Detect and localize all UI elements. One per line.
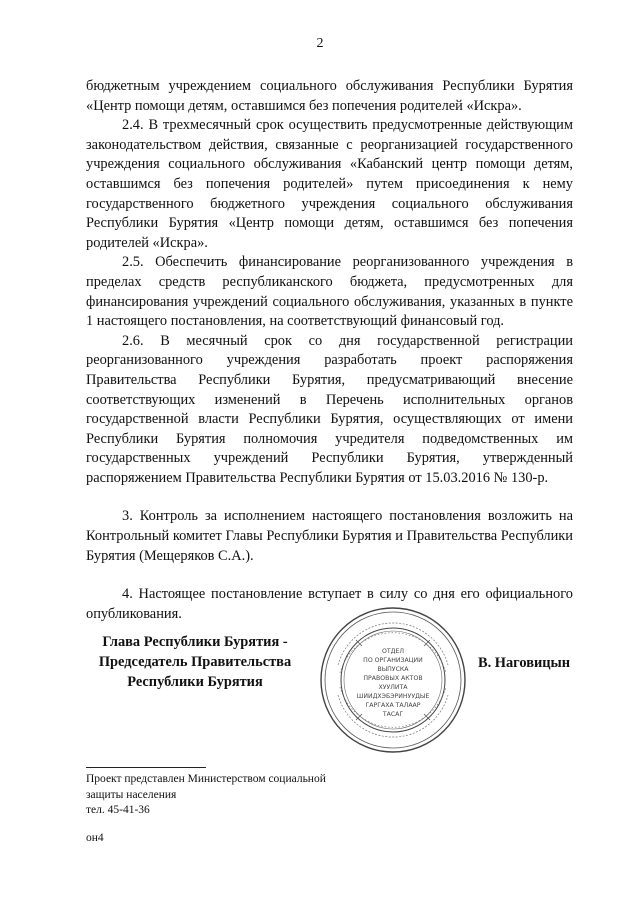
paragraph-2-4: 2.4. В трехмесячный срок осуществить предусмотренные действующим законодательством действия, связанные с реорганизацией государственного учреждения социального обслуживания «Кабанский центр помощи детям, оставшимся без попечения родителей» путем присоединения к нему государственного бюджетного учреждения социального обслуживания Республики Бурятия «Центр помощи детям, оставшимся без попечения родителей «Искра».: [86, 117, 573, 251]
footnote-line: защиты населения: [86, 788, 177, 801]
signatory-title-line: Председатель Правительства: [98, 654, 292, 670]
seal-line: ШИИДХЭБЭРИНУУДЫЕ: [356, 693, 430, 700]
signatory-title-line: Республики Бурятия: [127, 674, 263, 690]
seal-line: ТАСАГ: [382, 711, 404, 718]
signatory-title: [86, 632, 304, 692]
seal-line: ОТДЕЛ: [381, 648, 405, 655]
paragraph-2-5: 2.5. Обеспечить финансирование реорганизованного учреждения в пределах средств республиканского бюджета, предусмотренных для финансирования учреждений социального обслуживания, указанных в пункте 1 настоящего постановления, на соответствующий финансовый год.: [86, 254, 573, 330]
signatory-name: В. Наговицын: [478, 655, 571, 671]
document-code: он4: [86, 832, 104, 844]
seal-line: ГАРГАХА ТАЛААР: [365, 702, 421, 709]
seal-line: ВЫПУСКА: [377, 666, 409, 673]
seal-line: ПО ОРГАНИЗАЦИИ: [363, 657, 423, 664]
document-body: [86, 77, 573, 624]
seal-line: ХУУЛИТА: [378, 684, 408, 691]
seal-line: ПРАВОВЫХ АКТОВ: [363, 675, 423, 682]
page-number: 2: [316, 36, 324, 51]
footnote-phone: тел. 45-41-36: [86, 804, 150, 816]
paragraph-2-6: 2.6. В месячный срок со дня государственной регистрации реорганизованного учреждения разработать проект распоряжения Правительства Республики Бурятия, предусматривающий внесение соответствующих изменений в Перечень исполнительных органов государственной власти Республики Бурятия, осуществляющих от имени Республики Бурятия полномочия учредителя подведомственных им государственных учреждений Республики Бурятия, утвержденный распоряжением Правительства Республики Бурятия от 15.03.2016 № 130-р.: [86, 332, 573, 486]
footnote-line: Проект представлен Министерством социальной: [86, 773, 326, 785]
paragraph-3: 3. Контроль за исполнением настоящего постановления возложить на Контрольный комитет Главы Республики Бурятия и Правительства Республики Бурятия (Мещеряков С.А.).: [86, 508, 573, 564]
paragraph-4: 4. Настоящее постановление вступает в силу со дня его официального опубликования.: [86, 586, 573, 622]
signatory-title-line: Глава Республики Бурятия -: [102, 634, 288, 650]
footnote: [86, 772, 406, 819]
paragraph-continuation: бюджетным учреждением социального обслуживания Республики Бурятия «Центр помощи детям, оставшимся без попечения родителей «Искра».: [86, 78, 573, 114]
official-seal-stamp: [318, 605, 468, 755]
footnote-divider: [86, 767, 206, 768]
